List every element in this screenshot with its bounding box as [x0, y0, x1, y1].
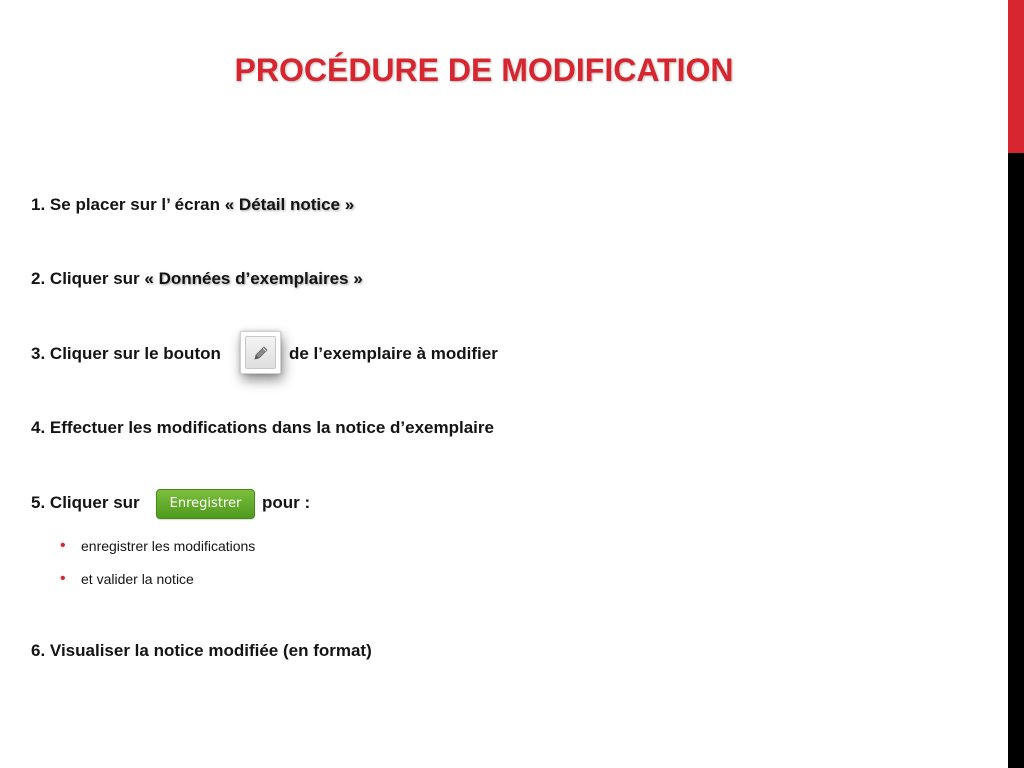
- step-emphasis: « Données d’exemplaires »: [144, 269, 363, 288]
- step-text: Visualiser la notice modifiée (en format): [49, 641, 372, 660]
- step-number: 6.: [31, 641, 46, 660]
- step-4: [31, 418, 494, 438]
- step-3-start: [31, 344, 221, 364]
- step-number: 3.: [31, 344, 46, 363]
- step-text: Se placer sur l’ écran: [49, 195, 225, 214]
- pencil-edit-icon: [252, 344, 270, 362]
- step-3-end: [289, 344, 498, 364]
- edit-button-face: [245, 336, 276, 369]
- step-5-start: [31, 493, 140, 513]
- list-item: [60, 571, 194, 587]
- step-6: [31, 641, 372, 661]
- bullet-icon: •: [60, 537, 66, 554]
- step-text: Effectuer les modifications dans la notice d’exemplaire: [49, 418, 494, 437]
- list-item-text: enregistrer les modifications: [81, 538, 256, 554]
- step-text: de l’exemplaire à modifier: [289, 344, 498, 363]
- slide-title: PROCÉDURE DE MODIFICATION: [234, 52, 734, 88]
- step-text: Cliquer sur: [49, 269, 145, 288]
- enregistrer-button[interactable]: Enregistrer: [156, 489, 255, 519]
- bullet-icon: •: [60, 570, 66, 587]
- step-text: pour :: [262, 493, 311, 512]
- step-emphasis: « Détail notice »: [224, 195, 355, 214]
- edit-button[interactable]: [240, 331, 281, 374]
- step-5-end: [262, 493, 310, 513]
- step-number: 5.: [31, 493, 46, 512]
- step-text: Cliquer sur le bouton: [49, 344, 221, 363]
- step-number: 4.: [31, 418, 46, 437]
- list-item: [60, 538, 255, 554]
- step-number: 2.: [31, 269, 46, 288]
- sidebar-accent-black: [1008, 153, 1024, 768]
- step-2: [31, 269, 363, 289]
- step-1: [31, 195, 354, 215]
- sidebar-accent-red: [1008, 0, 1024, 153]
- list-item-text: et valider la notice: [81, 571, 194, 587]
- step-text: Cliquer sur: [49, 493, 140, 512]
- step-number: 1.: [31, 195, 46, 214]
